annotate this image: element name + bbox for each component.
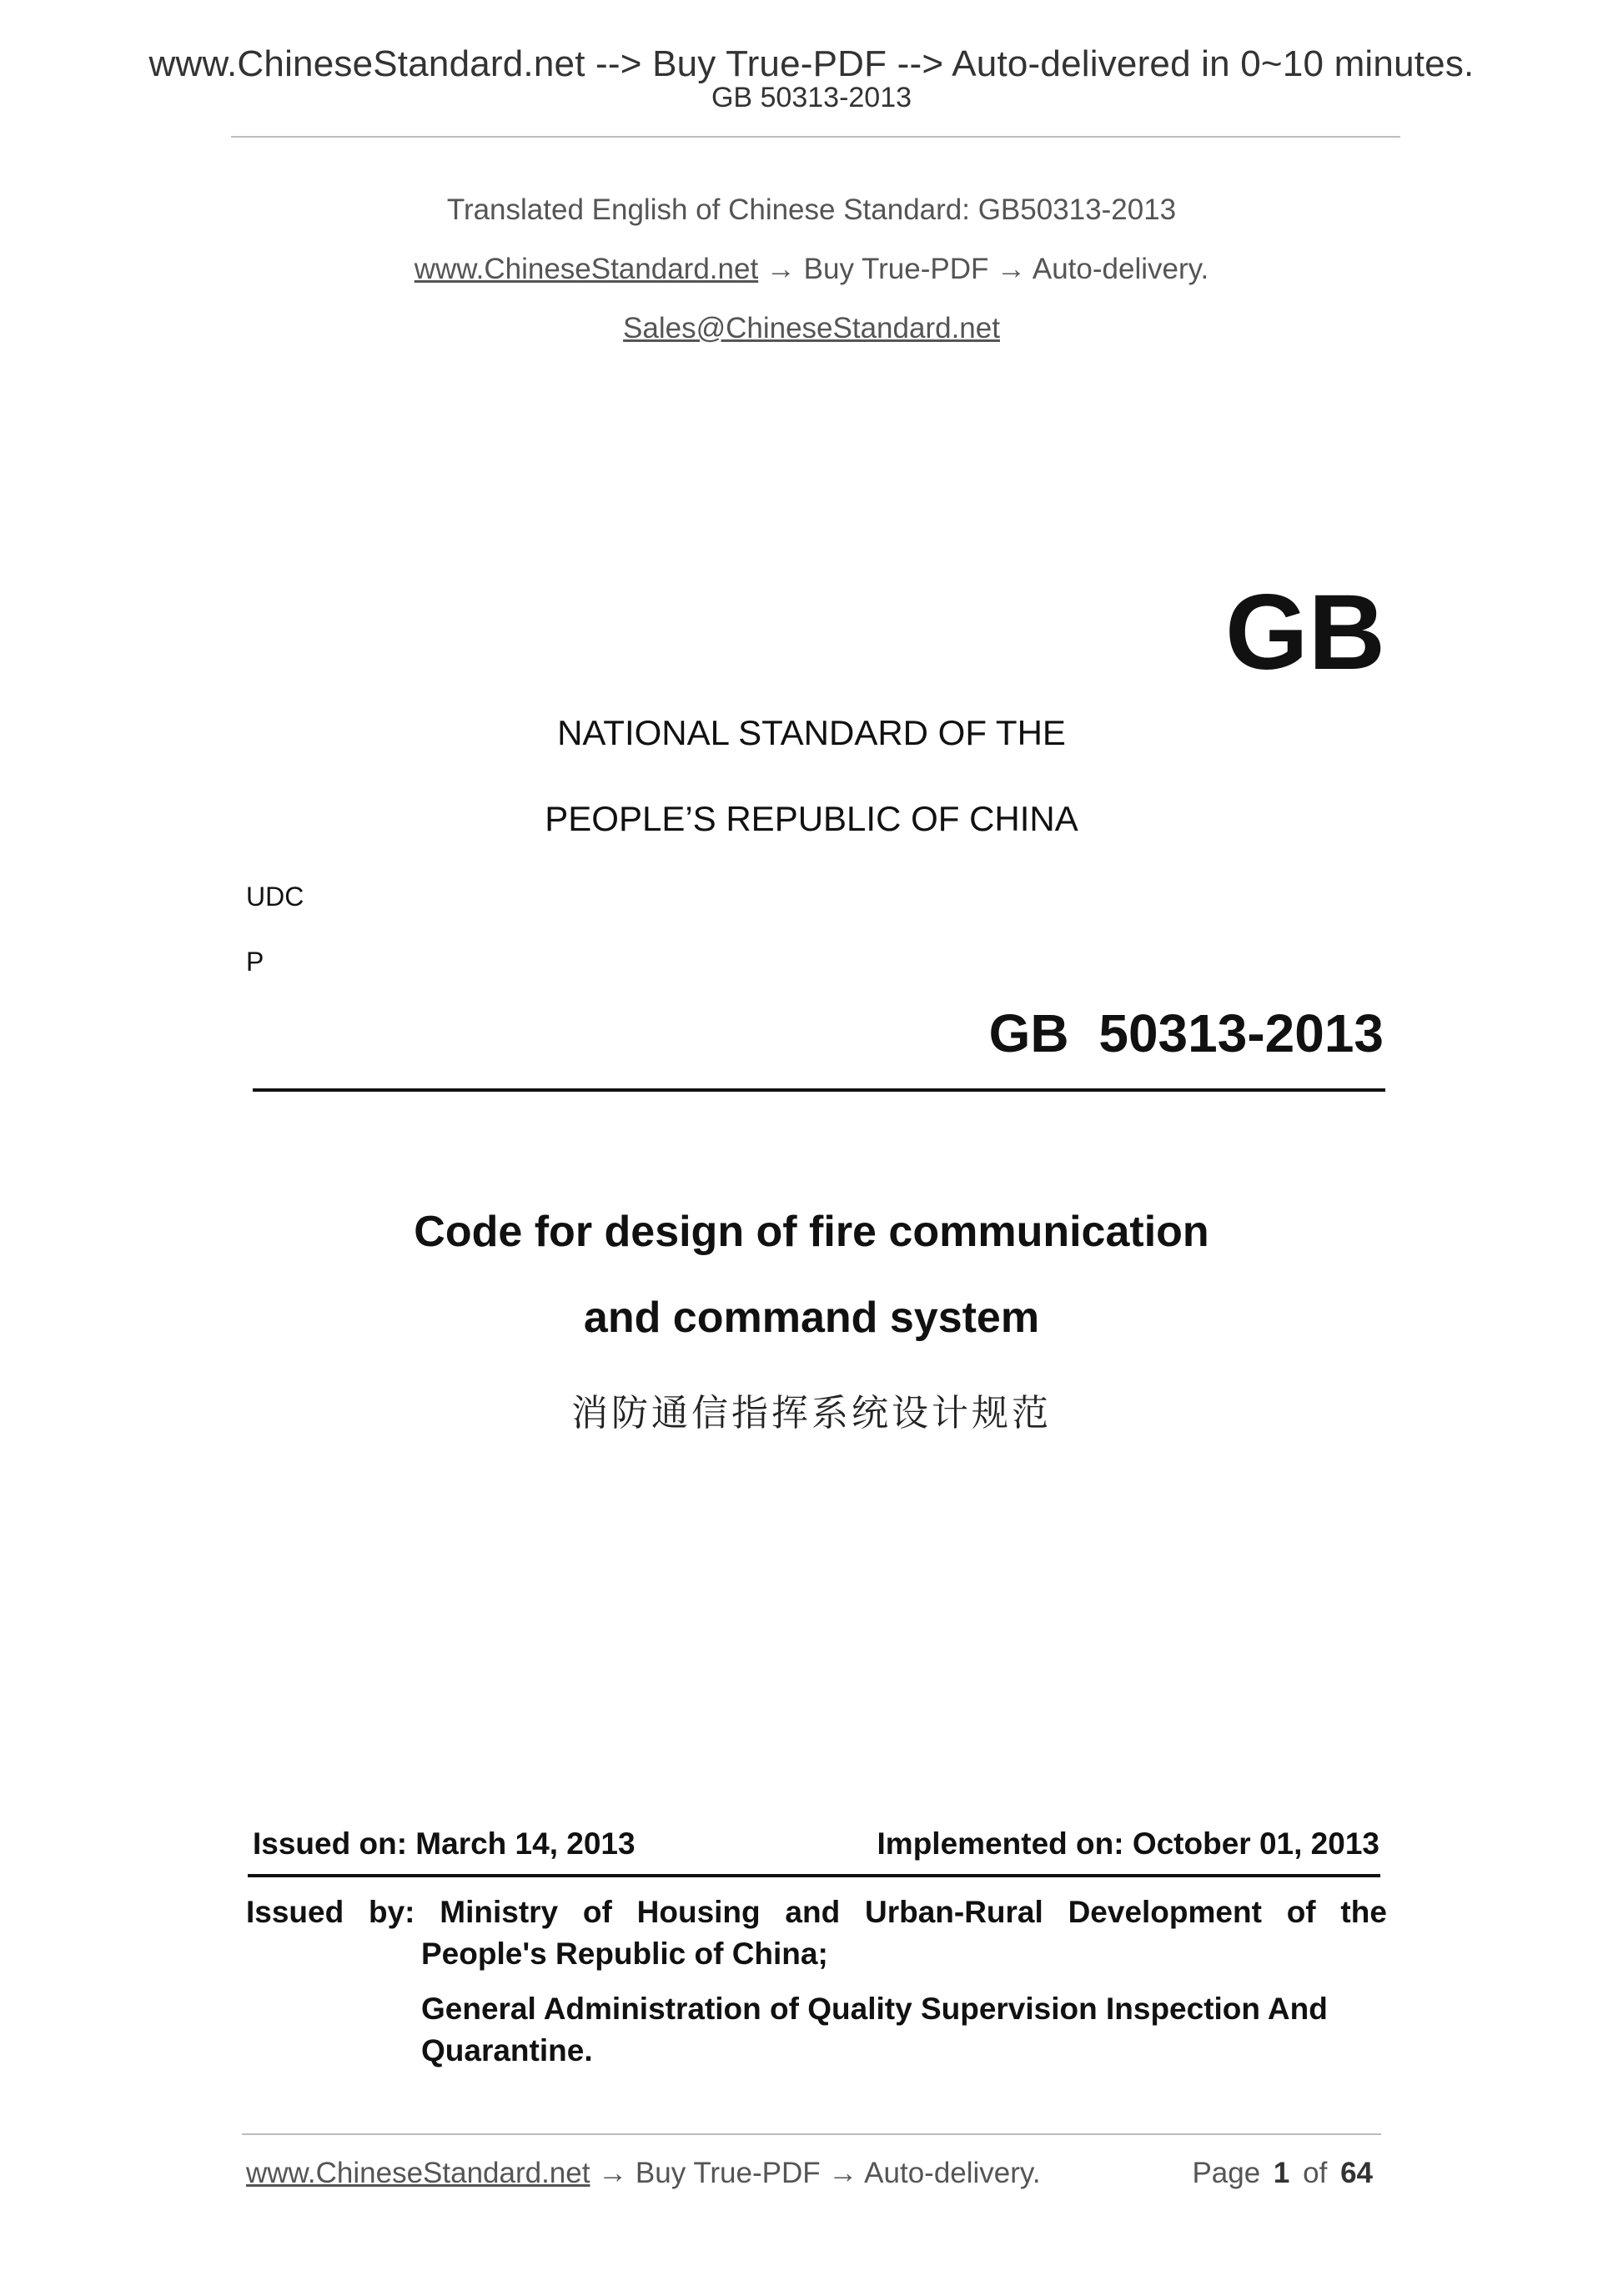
- issued-by-word: Issued: [246, 1895, 344, 1929]
- udc-label: UDC: [246, 882, 304, 912]
- issuer2-line2: Quarantine.: [421, 2033, 593, 2067]
- issued-by-word: Development: [1068, 1895, 1262, 1929]
- header-doc-id: GB 50313-2013: [711, 82, 912, 113]
- footer-site-link[interactable]: www.ChineseStandard.net: [246, 2157, 590, 2189]
- gb-mark: GB: [1225, 573, 1385, 692]
- p-code-label: P: [246, 947, 264, 977]
- translated-line: Translated English of Chinese Standard: GB50313-2013: [446, 193, 1177, 226]
- footer-delivery-text: → Buy True-PDF → Auto-delivery.: [590, 2157, 1041, 2189]
- issued-by-word: Urban-Rural: [864, 1895, 1043, 1929]
- issued-by-word: Housing: [636, 1895, 761, 1929]
- issued-on-date: Issued on: March 14, 2013: [253, 1826, 636, 1861]
- national-standard-line2: PEOPLE’S REPUBLIC OF CHINA: [545, 799, 1078, 838]
- issued-by-word: of: [1286, 1895, 1316, 1929]
- delivery-text: → Buy True-PDF → Auto-delivery.: [758, 253, 1209, 285]
- footer-link-line: [246, 2157, 1041, 2190]
- title-line1: Code for design of fire communication: [414, 1208, 1209, 1256]
- issued-by-word: the: [1340, 1895, 1387, 1929]
- page-total: 64: [1340, 2157, 1373, 2189]
- implemented-on-date: Implemented on: October 01, 2013: [877, 1826, 1379, 1861]
- title-chinese: 消防通信指挥系统设计规范: [571, 1393, 1052, 1434]
- issued-by-word: and: [785, 1895, 841, 1929]
- issued-by-word: by:: [369, 1895, 415, 1929]
- issued-by-word: of: [582, 1895, 612, 1929]
- national-standard-line1: NATIONAL STANDARD OF THE: [557, 713, 1066, 752]
- issuer2-line1: General Administration of Quality Supervision Inspection And: [421, 1992, 1328, 2026]
- issued-by-word: Ministry: [440, 1895, 559, 1929]
- title-line2: and command system: [583, 1294, 1040, 1342]
- issued-by-first-line: [246, 1892, 1387, 1933]
- issuer1-continuation: People's Republic of China;: [421, 1937, 828, 1971]
- standard-number: GB 50313-2013: [988, 1003, 1384, 1063]
- header-divider: [231, 136, 1400, 138]
- sales-email-line: [0, 312, 1623, 345]
- sales-email-link[interactable]: Sales@ChineseStandard.net: [623, 312, 1000, 344]
- issue-divider: [248, 1874, 1380, 1877]
- page-label: Page: [1192, 2157, 1261, 2189]
- standard-number-rule: [253, 1088, 1385, 1092]
- intro-link-line: [0, 253, 1623, 286]
- top-banner: www.ChineseStandard.net --> Buy True-PDF --> Auto-delivered in 0~10 minutes.: [148, 43, 1475, 84]
- footer-divider: [242, 2133, 1381, 2135]
- page-indicator: [1192, 2157, 1373, 2190]
- page-current: 1: [1273, 2157, 1290, 2189]
- issued-by-block: [246, 1892, 1387, 2072]
- page-of: of: [1303, 2157, 1328, 2189]
- site-link[interactable]: www.ChineseStandard.net: [414, 253, 759, 285]
